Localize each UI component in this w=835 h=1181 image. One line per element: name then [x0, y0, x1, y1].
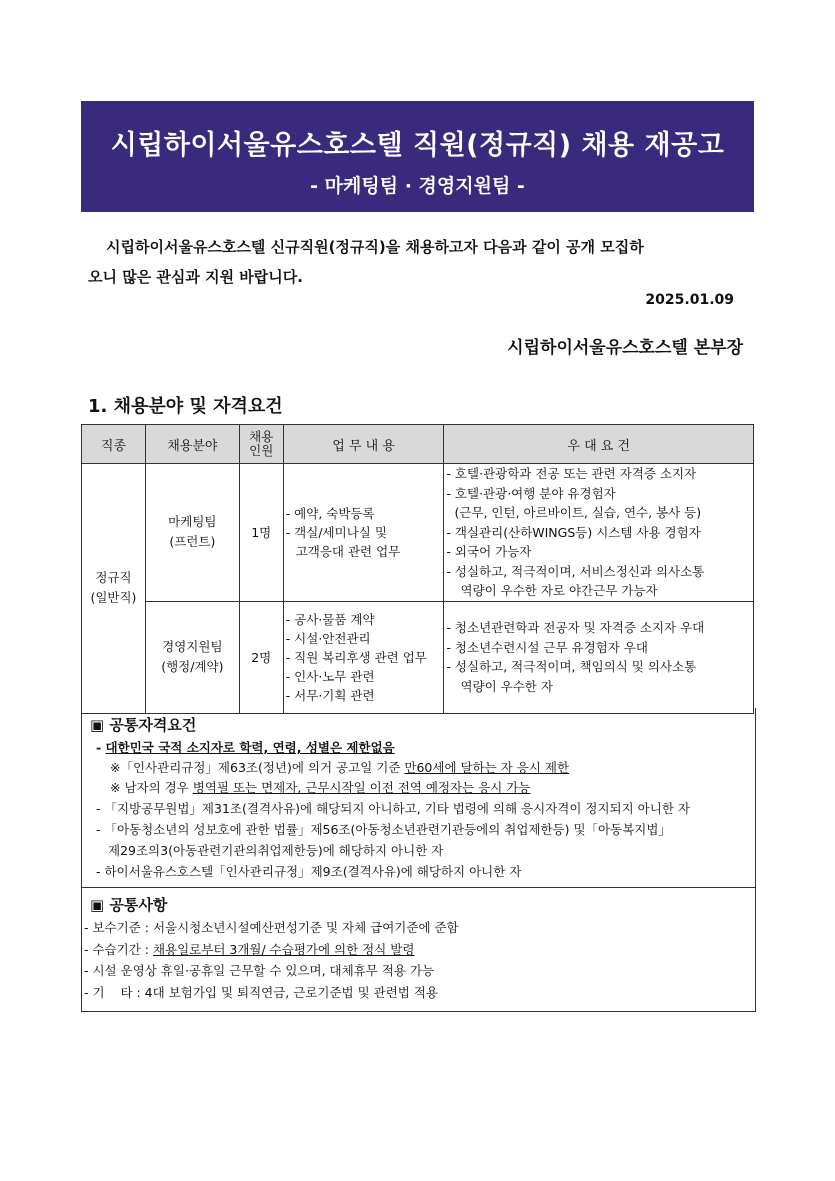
- count-cell: 1명: [239, 464, 283, 602]
- common-requirements-box: [82, 708, 755, 888]
- duty-item: - 직원 복리후생 관련 업무: [285, 649, 427, 665]
- pref-item: - 객실관리(산하WINGS등) 시스템 사용 경험자: [446, 524, 701, 540]
- pref-item: - 호텔·관광학과 전공 또는 관련 자격증 소지자: [446, 466, 697, 481]
- note-underlined: 병역필 또는 면제자, 근무시작일 이전 전역 예정자는 응시 가능: [192, 780, 531, 795]
- field-cell: 마케팅팀 (프런트): [145, 464, 239, 602]
- requirement-line: - 하이서울유스호스텔「인사관리규정」제9조(결격사유)에 해당하지 아니한 자: [96, 864, 522, 879]
- duty-item: - 인사·노무 관련: [285, 668, 375, 684]
- common-section: [81, 708, 756, 1012]
- note-line: [82, 939, 755, 961]
- requirement-note: [82, 758, 755, 778]
- duties-cell: [283, 464, 444, 602]
- pref-item: - 호텔·관광·여행 분야 유경험자: [446, 485, 616, 501]
- duty-item: - 예약, 숙박등록: [285, 505, 375, 521]
- requirement-note: [82, 778, 755, 798]
- note-underlined: 만60세에 달하는 자 응시 제한: [404, 760, 570, 775]
- requirement-underlined: 대한민국 국적 소지자로 학력, 연령, 성별은 제한없음: [105, 740, 395, 755]
- intro-line: 시립하이서울유스호스텔 신규직원(정규직)을 채용하고자 다음과 같이 공개 모집하: [106, 238, 644, 256]
- note-text: ※ 남자의 경우: [110, 780, 193, 795]
- pref-item: 역량이 우수한 자: [460, 678, 553, 694]
- common-requirements-title: ▣ 공통자격요건: [90, 716, 197, 734]
- pref-item: - 청소년수련시설 근무 유경험자 우대: [446, 639, 648, 655]
- header-cell: 업 무 내 용: [283, 425, 444, 464]
- requirement-line: 제29조의3(아동관련기관의취업제한등)에 해당하지 아니한 자: [108, 843, 444, 858]
- requirement-line: - 「지방공무원법」제31조(결격사유)에 해당되지 아니하고, 기타 법령에 의해 응시자격이 정지되지 아니한 자: [96, 801, 690, 816]
- requirement-line: [82, 737, 755, 758]
- note-text: - 수습기간 :: [84, 941, 153, 957]
- notice-date: 2025.01.09: [645, 292, 734, 308]
- pref-item: - 성실하고, 적극적이며, 서비스정신과 의사소통: [446, 563, 705, 579]
- duties-cell: [283, 601, 444, 713]
- title-banner: [81, 101, 754, 212]
- header-cell: 채용분야: [145, 425, 239, 464]
- field-cell: 경영지원팀 (행정/계약): [145, 601, 239, 713]
- note-line: - 시설 운영상 휴일·공휴일 근무할 수 있으며, 대체휴무 적용 가능: [84, 963, 435, 978]
- recruitment-table: [81, 424, 754, 714]
- header-cell: 우 대 요 건: [444, 425, 754, 464]
- section-title: 1. 채용분야 및 자격요건: [88, 396, 283, 417]
- duty-item: - 서무·기획 관련: [285, 687, 375, 703]
- table-row: [82, 601, 754, 713]
- duty-item: - 객실/세미나실 및: [285, 524, 387, 540]
- pref-item: (근무, 인턴, 아르바이트, 실습, 연수, 봉사 등): [454, 505, 702, 520]
- header-cell: 직종: [82, 425, 146, 464]
- pref-item: - 외국어 가능자: [446, 544, 532, 559]
- common-notes-title: ▣ 공통사항: [90, 896, 168, 914]
- duty-item: 고객응대 관련 업무: [295, 543, 401, 559]
- organization-signature: 시립하이서울유스호스텔 본부장: [507, 338, 743, 358]
- requirement-prefix: -: [96, 740, 106, 755]
- requirement-line: - 「아동청소년의 성보호에 관한 법률」제56조(아동청소년관련기관등에의 취업제한등) 및「아동복지법」: [96, 822, 671, 837]
- table-header-row: [82, 425, 754, 464]
- page-title: 시립하이서울유스호스텔 직원(정규직) 채용 재공고: [110, 130, 725, 161]
- note-underlined: 채용일로부터 3개월/ 수습평가에 의한 정식 발령: [152, 941, 415, 957]
- count-cell: 2명: [239, 601, 283, 713]
- intro-line: 오니 많은 관심과 지원 바랍니다.: [88, 268, 303, 286]
- job-type-cell: 정규직 (일반직): [82, 464, 146, 714]
- duty-item: - 시설·안전관리: [285, 630, 371, 646]
- common-notes-box: [82, 888, 755, 1011]
- header-cell: 채용 인원: [239, 425, 283, 464]
- note-line: - 기 타 : 4대 보험가입 및 퇴직연금, 근로기준법 및 관련법 적용: [84, 984, 439, 1000]
- pref-item: - 성실하고, 적극적이며, 책임의식 및 의사소통: [446, 659, 697, 674]
- preferences-cell: [444, 464, 754, 602]
- intro-paragraph: [88, 232, 748, 292]
- pref-item: 역량이 우수한 자로 야간근무 가능자: [460, 583, 658, 598]
- table-row: [82, 464, 754, 602]
- note-line: - 보수기준 : 서울시청소년시설예산편성기준 및 자체 급여기준에 준함: [84, 920, 459, 935]
- duty-item: - 공사·물품 계약: [285, 611, 375, 627]
- preferences-cell: [444, 601, 754, 713]
- note-text: ※「인사관리규정」제63조(정년)에 의거 공고일 기준: [110, 760, 405, 775]
- page-subtitle: - 마케팅팀 · 경영지원팀 -: [310, 175, 525, 197]
- pref-item: - 청소년관련학과 전공자 및 자격증 소지자 우대: [446, 620, 705, 635]
